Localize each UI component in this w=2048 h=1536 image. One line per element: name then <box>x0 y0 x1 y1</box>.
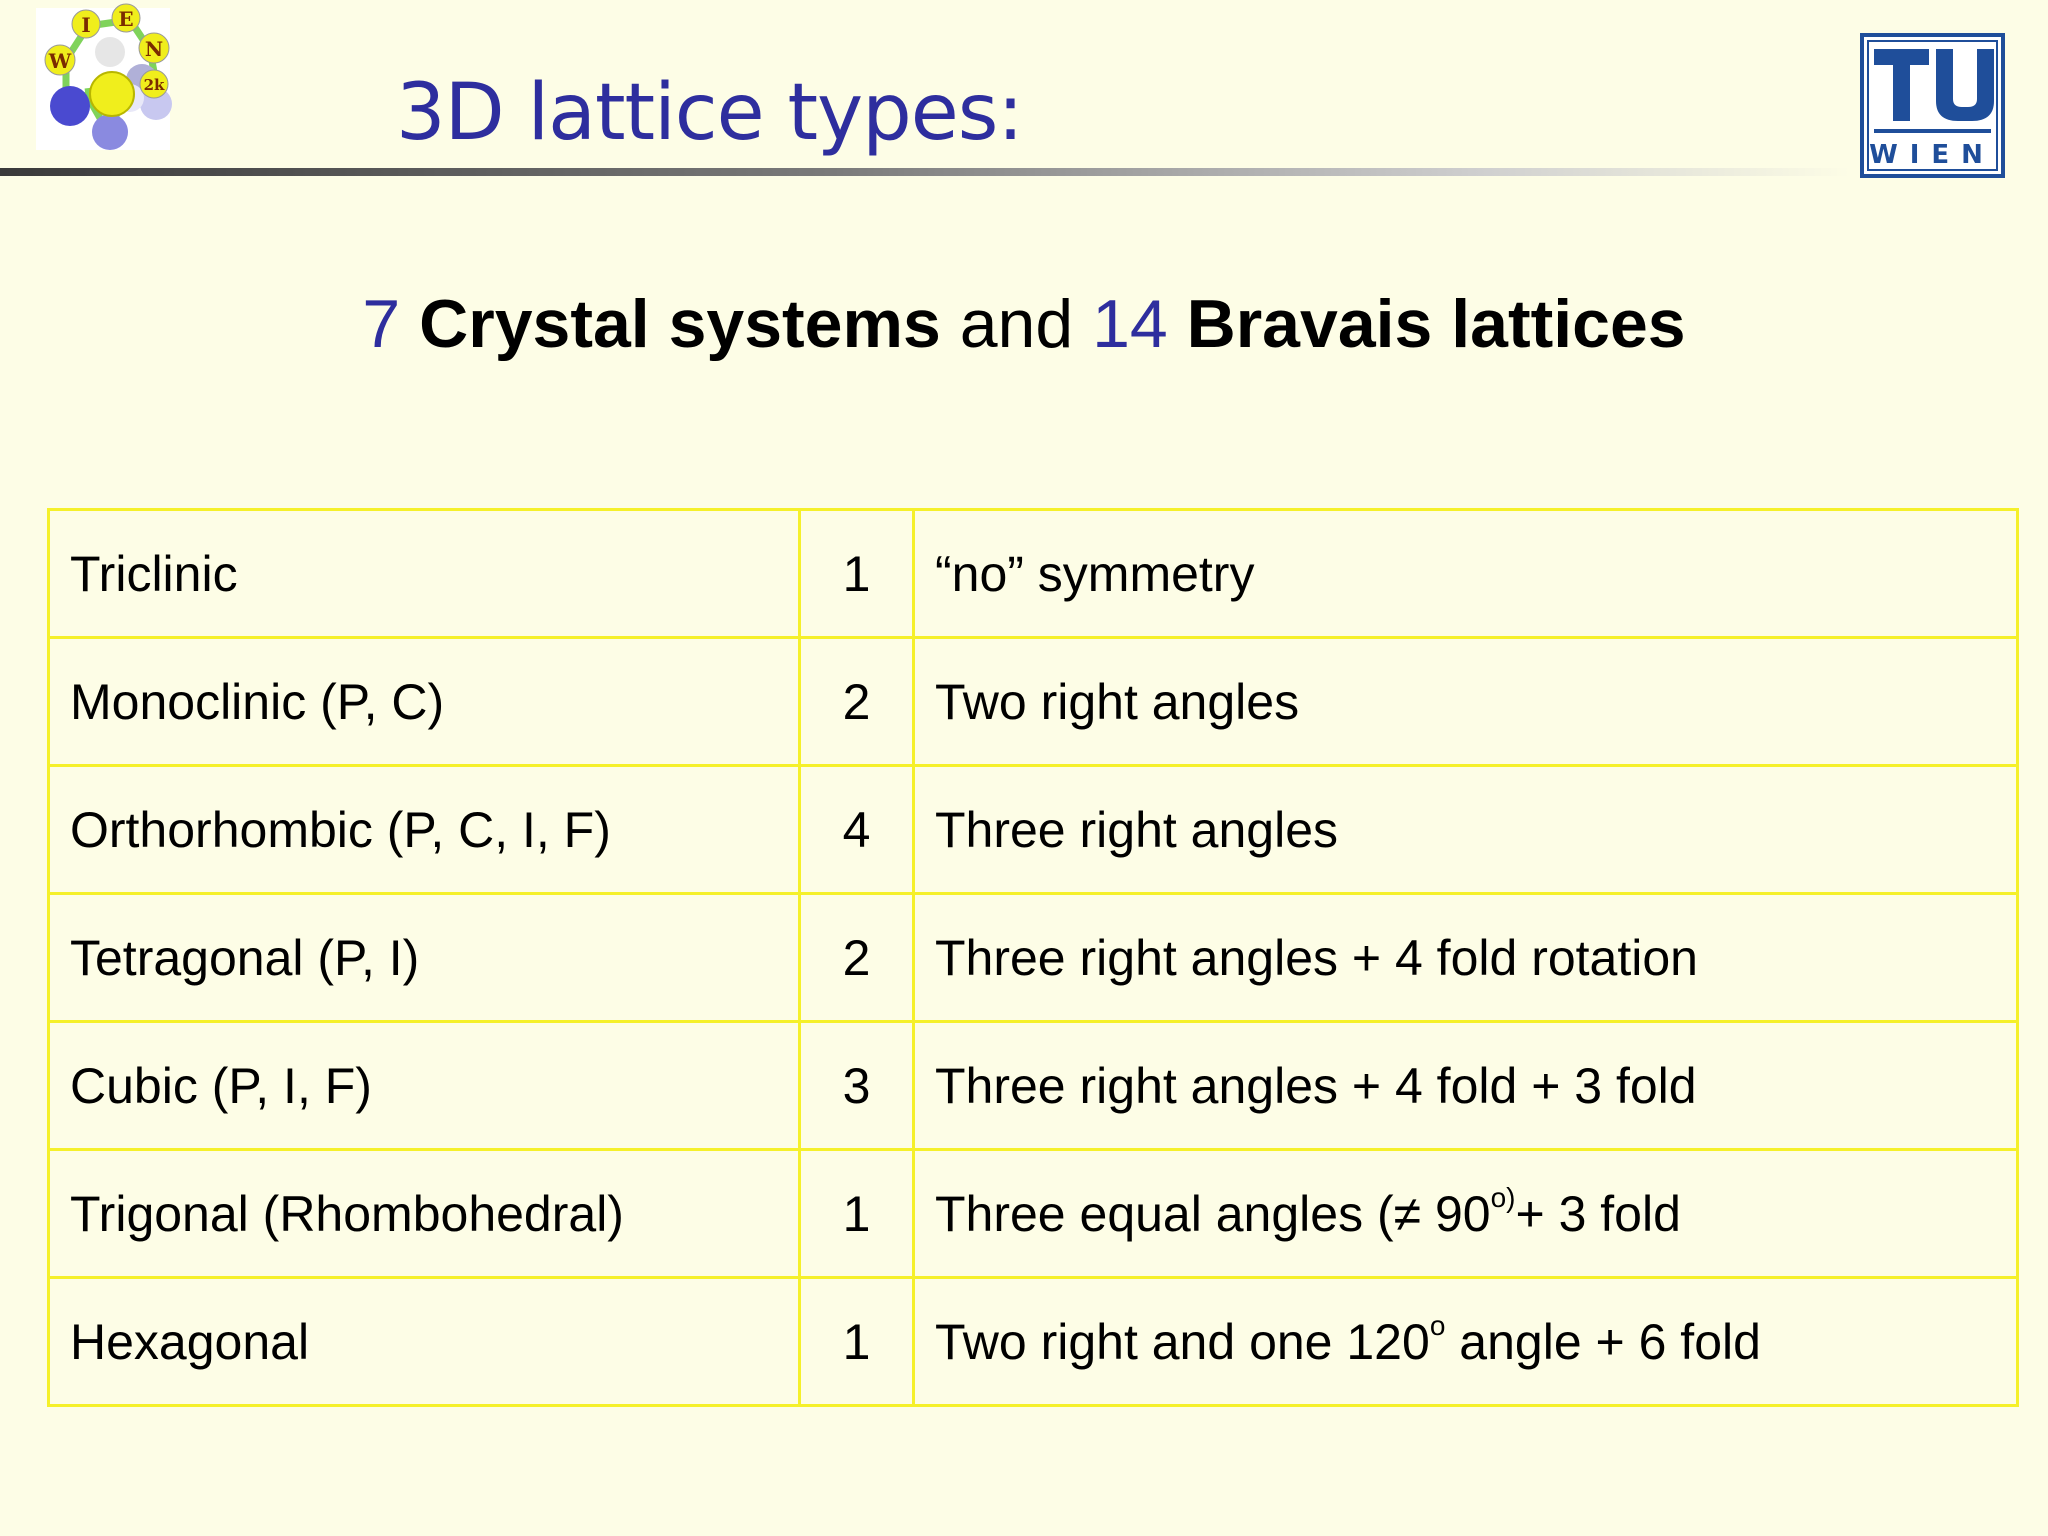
wien-logo-letter: E <box>118 7 134 31</box>
page-title: 3D lattice types: <box>396 68 1023 158</box>
symmetry-text: “no” symmetry <box>935 545 1255 602</box>
crystal-system-cell: Hexagonal <box>49 1278 800 1406</box>
lattice-count-cell: 1 <box>800 1150 914 1278</box>
table-row <box>49 1150 2018 1278</box>
subtitle-and: and <box>959 286 1074 362</box>
crystal-system-cell: Cubic (P, I, F) <box>49 1022 800 1150</box>
symmetry-text: Two right angles <box>935 673 1300 730</box>
symmetry-cell <box>914 1022 2018 1150</box>
symmetry-text: Three right angles + 4 fold rotation <box>935 929 1698 986</box>
table-row <box>49 510 2018 638</box>
symmetry-text-suffix: + 3 fold <box>1515 1185 1681 1242</box>
tu-wien-logo <box>1860 33 2005 178</box>
symmetry-cell <box>914 894 2018 1022</box>
symmetry-text: Two right and one 120 <box>935 1313 1430 1370</box>
symmetry-cell <box>914 638 2018 766</box>
crystal-system-cell: Triclinic <box>49 510 800 638</box>
lattice-count-cell: 1 <box>800 510 914 638</box>
crystal-system-cell: Orthorhombic (P, C, I, F) <box>49 766 800 894</box>
subtitle-bravais-lattices: Bravais lattices <box>1186 286 1686 362</box>
wien2k-logo <box>30 2 175 154</box>
lattice-count-cell: 2 <box>800 894 914 1022</box>
tu-logo-wien-text: WIEN <box>1869 140 1995 170</box>
lattice-count-cell: 3 <box>800 1022 914 1150</box>
symmetry-text-suffix: angle + 6 fold <box>1445 1313 1761 1370</box>
crystal-system-cell: Tetragonal (P, I) <box>49 894 800 1022</box>
crystal-system-cell: Monoclinic (P, C) <box>49 638 800 766</box>
wien-logo-letter: W <box>48 49 72 73</box>
symmetry-cell <box>914 1150 2018 1278</box>
lattice-count-cell: 1 <box>800 1278 914 1406</box>
table-row <box>49 638 2018 766</box>
wien-logo-letter: 2k <box>143 76 165 94</box>
table-row <box>49 894 2018 1022</box>
degree-superscript: o) <box>1490 1181 1516 1213</box>
symmetry-cell <box>914 766 2018 894</box>
wien-logo-letter: I <box>81 13 91 37</box>
degree-superscript: o <box>1429 1309 1446 1341</box>
symmetry-cell <box>914 510 2018 638</box>
crystal-system-cell: Trigonal (Rhombohedral) <box>49 1150 800 1278</box>
bravais-lattice-count: 14 <box>1092 286 1168 362</box>
table-row <box>49 766 2018 894</box>
symmetry-text: Three right angles + 4 fold + 3 fold <box>935 1057 1697 1114</box>
symmetry-text: Three right angles <box>935 801 1339 858</box>
table-row <box>49 1278 2018 1406</box>
table-row <box>49 1022 2018 1150</box>
title-divider <box>0 168 1850 176</box>
lattice-count-cell: 4 <box>800 766 914 894</box>
wien-logo-letter: N <box>144 37 164 61</box>
lattice-table <box>47 508 2019 1407</box>
slide-subtitle <box>0 285 2048 363</box>
subtitle-crystal-systems: Crystal systems <box>419 286 941 362</box>
symmetry-text: Three equal angles (≠ 90 <box>935 1185 1491 1242</box>
symmetry-cell <box>914 1278 2018 1406</box>
lattice-count-cell: 2 <box>800 638 914 766</box>
crystal-system-count: 7 <box>362 286 401 362</box>
